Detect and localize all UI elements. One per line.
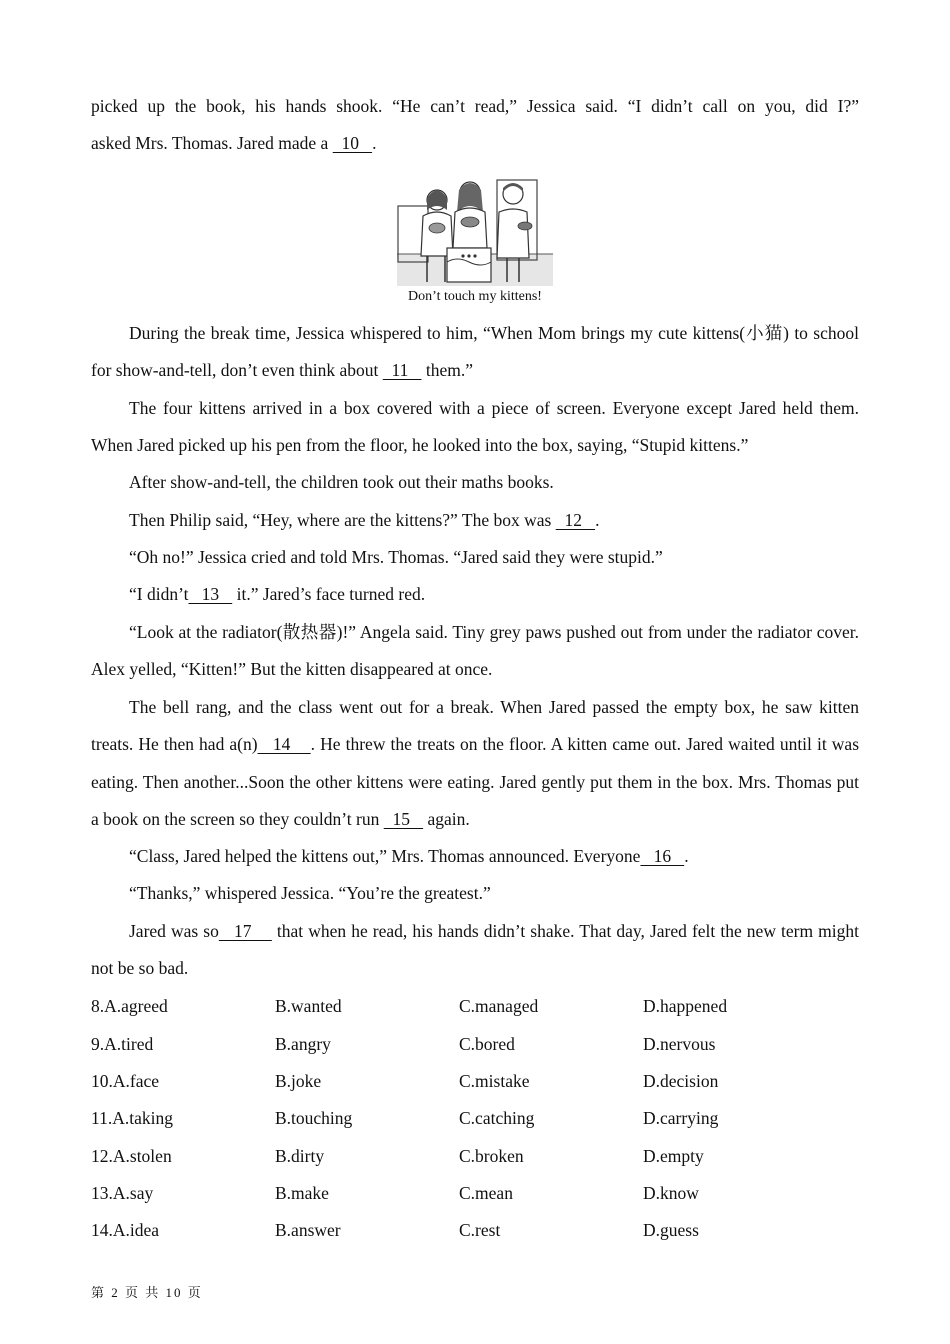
text-line-2 [91, 133, 376, 154]
option-b: B.dirty [275, 1146, 325, 1166]
paragraph-2 [91, 390, 859, 465]
option-row [91, 996, 859, 1033]
text-line-2-pre: asked Mrs. Thomas. Jared made a [91, 133, 333, 153]
paragraph-3 [91, 464, 859, 501]
blank-14: 14 [257, 734, 311, 755]
option-b: B.answer [275, 1220, 341, 1240]
option-a: 10.A.face [91, 1071, 160, 1091]
option-a: 9.A.tired [91, 1034, 154, 1054]
p3-text: After show-and-tell, the children took out their maths books. [129, 472, 554, 492]
blank-10: 10 [332, 133, 373, 153]
paragraph-11 [91, 913, 859, 988]
blank-16: 16 [640, 846, 685, 866]
p9-pre: “Class, Jared helped the kittens out,” Mrs. Thomas announced. Everyone [129, 846, 641, 866]
blank-12: 12 [555, 510, 596, 530]
p4-pre: Then Philip said, “Hey, where are the kittens?” The box was [129, 510, 556, 530]
p1-pre: During the break time, Jessica whispered to him, “When Mom brings my cute kittens(小猫) to school for show-and-tell, don’t even think about [91, 323, 859, 381]
p7-text: “Look at the radiator(散热器)!” Angela said. Tiny grey paws pushed out from under the radiator cover. Alex yelled, “Kitten!” But the kitten disappeared at once. [91, 622, 859, 680]
kittens-illustration [397, 178, 553, 286]
option-c: C.managed [459, 996, 539, 1016]
text-line-1: picked up the book, his hands shook. “He can’t read,” Jessica said. “I didn’t call on you, did I?” [91, 96, 859, 116]
paragraph-5 [91, 539, 859, 576]
blank-11: 11 [382, 360, 422, 381]
option-d: D.decision [643, 1071, 719, 1091]
figure-caption: Don’t touch my kittens! [408, 289, 542, 304]
blank-17: 17 [218, 921, 272, 941]
p9-post: . [684, 846, 689, 866]
option-row [91, 1108, 859, 1145]
option-row [91, 1220, 859, 1257]
p6-pre: “I didn’t [129, 584, 189, 604]
text-line-2-post: . [372, 133, 377, 153]
option-c: C.mean [459, 1183, 513, 1203]
p6-post: it.” Jared’s face turned red. [232, 584, 426, 604]
paragraph-9 [91, 838, 859, 875]
option-c: C.broken [459, 1146, 524, 1166]
p2-text: The four kittens arrived in a box covered with a piece of screen. Everyone except Jared held them. When Jared picked up his pen from the floor, he looked into the box, saying, “Stupid kittens.” [91, 398, 859, 456]
blank-13: 13 [188, 584, 233, 604]
p8-mid: . He threw the treats on the floor. A kitten came out. Jared waited until it was eating. Then another...Soon the other kittens were eating. Jared gently put them in the box. Mrs. Thomas put a book on the screen so they couldn’t run [91, 734, 860, 829]
p4-post: . [595, 510, 600, 530]
p10-text: “Thanks,” whispered Jessica. “You’re the greatest.” [129, 883, 491, 903]
option-row [91, 1071, 859, 1108]
page-footer: 第 2 页 共 10 页 [91, 1285, 203, 1300]
option-b: B.make [275, 1183, 329, 1203]
option-row [91, 1146, 859, 1183]
paragraph-10 [91, 875, 859, 912]
option-a: 13.A.say [91, 1183, 154, 1203]
p11-post: that when he read, his hands didn’t shake. That day, Jared felt the new term might not be so bad. [91, 921, 860, 979]
option-d: D.guess [643, 1220, 699, 1240]
p1-post: them.” [421, 360, 474, 381]
option-a: 14.A.idea [91, 1220, 160, 1240]
p8-pre: The bell rang, and the class went out for a break. When Jared passed the empty box, he saw kitten treats. He then had a(n) [91, 697, 859, 755]
option-d: D.know [643, 1183, 699, 1203]
option-b: B.angry [275, 1034, 331, 1054]
option-row [91, 1034, 859, 1071]
paragraph-4 [91, 502, 859, 539]
paragraph-7 [91, 614, 859, 689]
option-b: B.touching [275, 1108, 353, 1128]
option-b: B.wanted [275, 996, 342, 1016]
option-d: D.carrying [643, 1108, 719, 1128]
option-row [91, 1183, 859, 1220]
option-a: 11.A.taking [91, 1108, 173, 1128]
option-d: D.empty [643, 1146, 704, 1166]
p11-pre: Jared was so [129, 921, 219, 941]
option-d: D.happened [643, 996, 728, 1016]
option-a: 8.A.agreed [91, 996, 168, 1016]
paragraph-6 [91, 576, 859, 613]
blank-15: 15 [383, 808, 424, 829]
paragraph-8 [91, 689, 859, 838]
option-c: C.mistake [459, 1071, 530, 1091]
p8-post: again. [423, 808, 470, 829]
p5-text: “Oh no!” Jessica cried and told Mrs. Thomas. “Jared said they were stupid.” [129, 547, 663, 567]
option-c: C.bored [459, 1034, 515, 1054]
paragraph-1 [91, 315, 859, 390]
option-c: C.rest [459, 1220, 501, 1240]
option-c: C.catching [459, 1108, 535, 1128]
option-d: D.nervous [643, 1034, 716, 1054]
option-b: B.joke [275, 1071, 322, 1091]
option-a: 12.A.stolen [91, 1146, 172, 1166]
